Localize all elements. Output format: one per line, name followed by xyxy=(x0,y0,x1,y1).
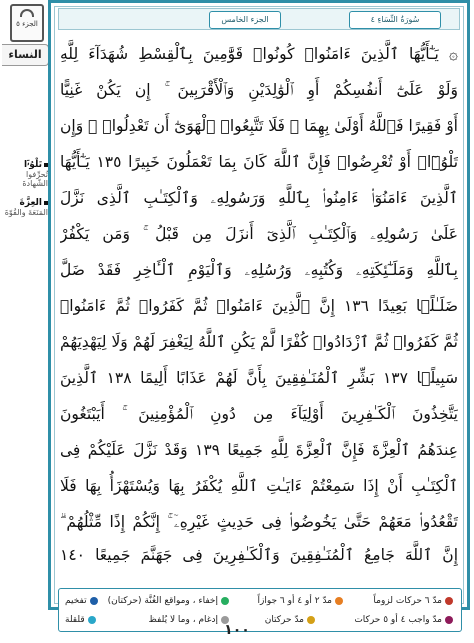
text-line: عِندَهُمُ ٱلْعِزَّةَ فَإِنَّ ٱلْعِزَّةَ لِلَّهِ جَمِيعًا ١٣٩ وَقَدْ نَزَّلَ عَلَيْكُمْ فِى xyxy=(60,441,458,459)
left-margin xyxy=(0,0,54,643)
legend-item: قلقلة xyxy=(65,612,96,628)
legend-item: مدّ حركتان xyxy=(265,612,315,628)
legend-swatch xyxy=(221,597,229,605)
page-header xyxy=(58,8,460,30)
gloss-entry-2 xyxy=(2,198,48,217)
text-line: عَلَىٰ رَسُولِهِۦ وَٱلْكِتَـٰبِ ٱلَّذِىٓ أَنزَلَ مِن قَبْلُ ۚ وَمَن يَكْفُرْ xyxy=(60,225,458,243)
juz-badge-text: الجزء ٥ xyxy=(16,20,38,28)
text-line: يَتَّخِذُونَ ٱلْكَـٰفِرِينَ أَوْلِيَآءَ مِن دُونِ ٱلْمُؤْمِنِينَ ۚ أَيَبْتَغُونَ xyxy=(60,405,458,423)
text-line: أَوْ فَقِيرًا فَٱللَّهُ أَوْلَىٰ بِهِمَا ۖ فَلَا تَتَّبِعُوا۟ ٱلْهَوَىٰٓ أَن تَعْدِلُوا۟ ۚ وَإِن xyxy=(60,117,458,135)
text-line: بِٱللَّهِ وَمَلَـٰٓئِكَتِهِۦ وَكُتُبِهِۦ وَرُسُلِهِۦ وَٱلْيَوْمِ ٱلْـَٔاخِرِ فَقَدْ ضَلَّ xyxy=(60,261,458,279)
legend-swatch xyxy=(335,597,343,605)
legend-swatch xyxy=(90,597,98,605)
text-line: إِنَّ ٱللَّهَ جَامِعُ ٱلْمُنَـٰفِقِينَ وَٱلْكَـٰفِرِينَ فِى جَهَنَّمَ جَمِيعًا ١٤٠ xyxy=(60,546,458,564)
legend-item: مدّ ٦ حركات لزوماً xyxy=(373,593,453,609)
legend-item: إدغام ، وما لا يُلفظ xyxy=(149,612,230,628)
gloss-meaning: المَنَعَةَ والقُوّةَ xyxy=(4,208,48,217)
text-line: ۞ يَـٰٓأَيُّهَا ٱلَّذِينَ ءَامَنُوا۟ كُونُوا۟ قَوَّٰمِينَ بِٱلْقِسْطِ شُهَدَآءَ لِلَّهِ xyxy=(60,45,458,63)
legend-item: مدّ ٢ أو ٤ أو ٦ جوازاً xyxy=(257,593,343,609)
page-number: ١٠٠ xyxy=(224,622,250,638)
legend-swatch xyxy=(445,597,453,605)
juz-label: الجزء الخامس xyxy=(209,11,281,29)
text-line: ٱلْكِتَـٰبِ أَنْ إِذَا سَمِعْتُمْ ءَايَـٰتِ ٱللَّهِ يُكْفَرُ بِهَا وَيُسْتَهْزَأُ بِهَا فَلَا xyxy=(60,477,458,495)
text-line: ضَلَـٰلًۢا بَعِيدًا ١٣٦ إِنَّ ٱلَّذِينَ ءَامَنُوا۟ ثُمَّ كَفَرُوا۟ ثُمَّ ءَامَنُوا۟ xyxy=(60,297,458,315)
text-line: ٱلَّذِينَ ءَامَنُوٓا۟ ءَامِنُوا۟ بِٱللَّهِ وَرَسُولِهِۦ وَٱلْكِتَـٰبِ ٱلَّذِى نَزَّلَ xyxy=(60,189,458,207)
text-line: ثُمَّ كَفَرُوا۟ ثُمَّ ٱزْدَادُوا۟ كُفْرًا لَّمْ يَكُنِ ٱللَّهُ لِيَغْفِرَ لَهُمْ وَلَا لِيَهْدِيَهُمْ xyxy=(60,333,458,351)
text-line: سَبِيلًۢا ١٣٧ بَشِّرِ ٱلْمُنَـٰفِقِينَ بِأَنَّ لَهُمْ عَذَابًا أَلِيمًا ١٣٨ ٱلَّذِينَ xyxy=(60,369,458,387)
gloss-word: تَلْوُۥٓا xyxy=(23,160,42,170)
legend-item: تفخيم xyxy=(65,593,98,609)
text-line: تَلْوُۥٓا۟ أَوْ تُعْرِضُوا۟ فَإِنَّ ٱللَّهَ كَانَ بِمَا تَعْمَلُونَ خَبِيرًا ١٣٥ يَـٰٓأَيُّهَا xyxy=(60,153,458,171)
text-block xyxy=(60,36,458,570)
juz-badge xyxy=(10,4,44,42)
text-line: وَلَوْ عَلَىٰٓ أَنفُسِكُمْ أَوِ ٱلْوَٰلِدَيْنِ وَٱلْأَقْرَبِينَ ۚ إِن يَكُنْ غَنِيًّا xyxy=(60,81,458,99)
gloss-word: العِزَّةَ xyxy=(19,198,42,208)
legend-item: مدّ واجب ٤ أو ٥ حركات xyxy=(354,612,453,628)
surah-tab[interactable]: النساء xyxy=(2,44,49,66)
gloss-meaning: تُحرِّفوا الشّهادةَ xyxy=(22,170,48,188)
gloss-entry-1 xyxy=(2,160,48,188)
legend-item: إخفاء ، ومواقع الغُنَّة (حركتان) xyxy=(108,593,229,609)
text-line: تَقْعُدُوا۟ مَعَهُمْ حَتَّىٰ يَخُوضُوا۟ فِى حَدِيثٍ غَيْرِهِۦٓ ۚ إِنَّكُمْ إِذًا مِّثْلُهُمْ ۗ xyxy=(60,513,458,531)
surah-label: سُورَةُ النِّسَاءِ ٤ xyxy=(349,11,441,29)
dome-icon xyxy=(20,9,34,17)
